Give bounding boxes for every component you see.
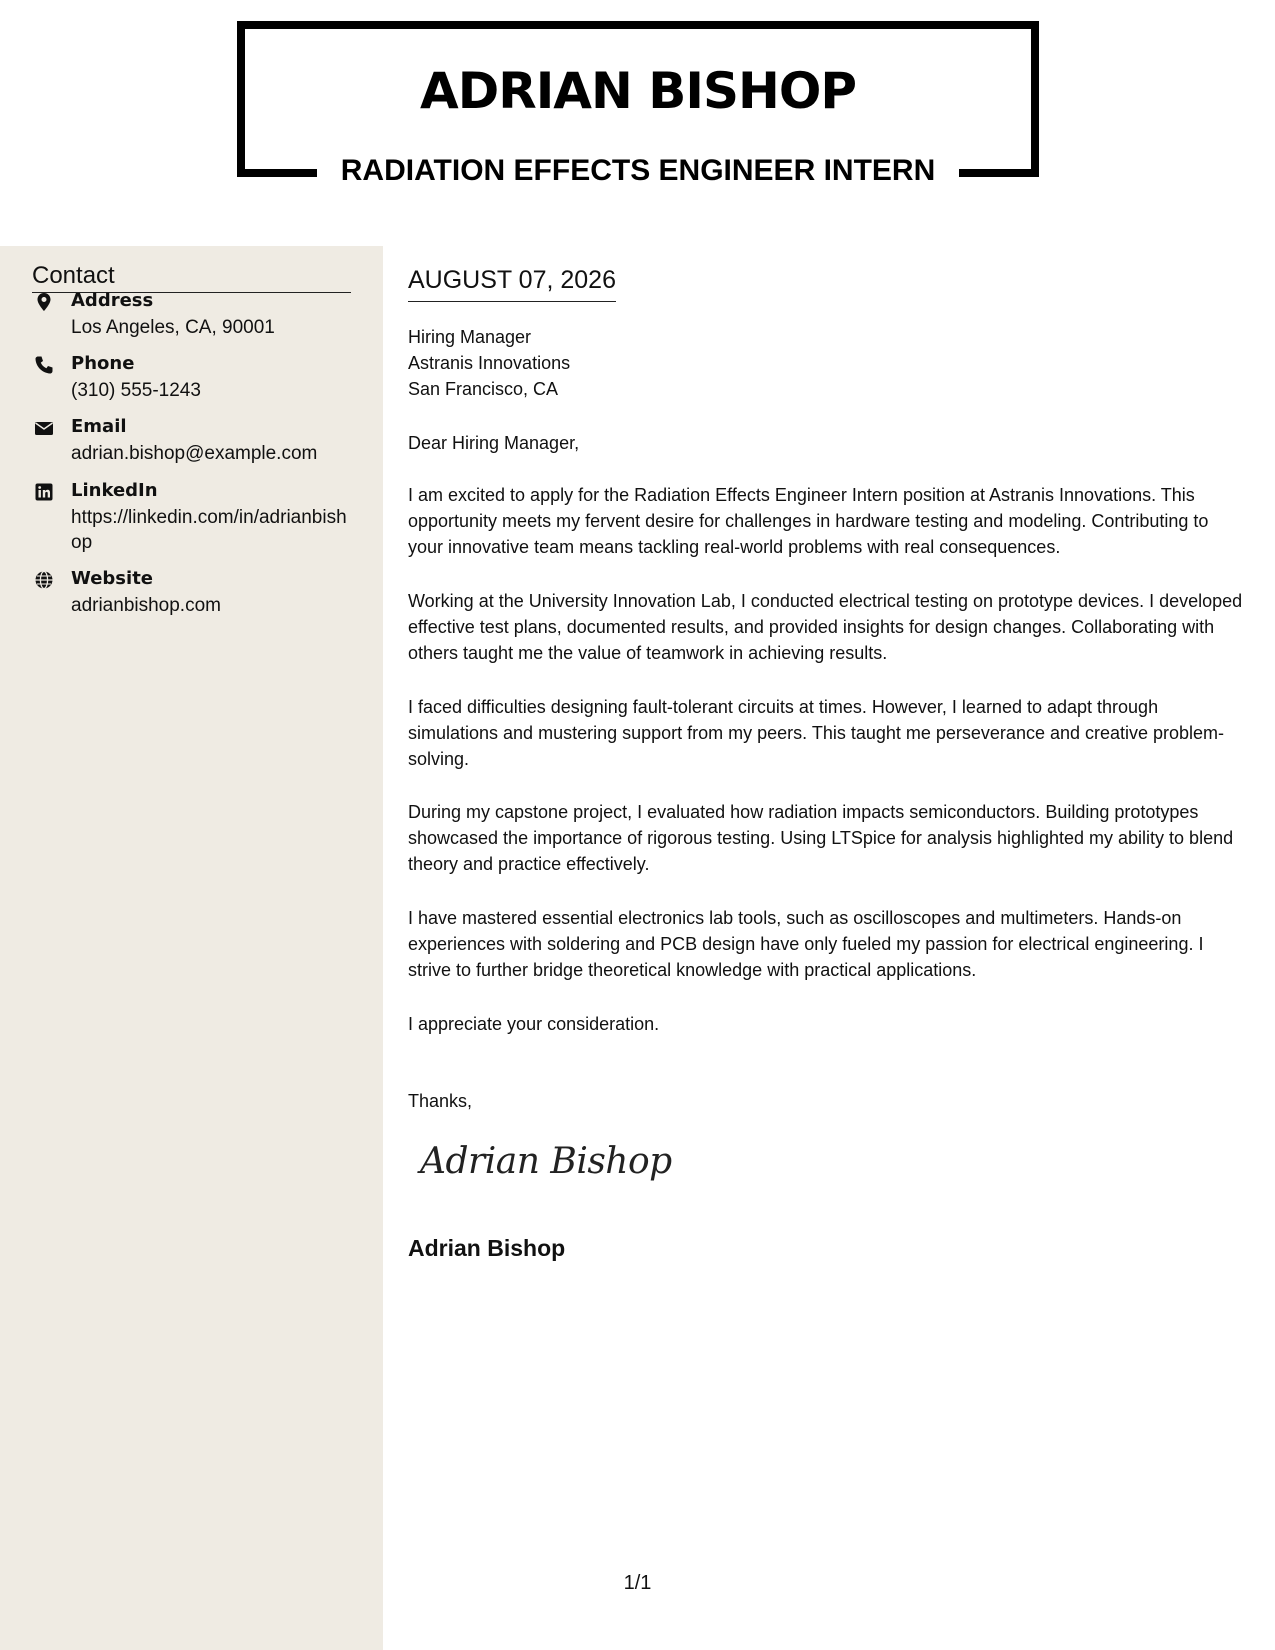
website-label: Website [71,568,154,589]
signer-name: Adrian Bishop [408,1235,566,1261]
letter-date: AUGUST 07, 2026 [408,266,616,302]
address-label: Address [71,290,154,311]
job-title: RADIATION EFFECTS ENGINEER INTERN [340,154,936,187]
signature: Adrian Bishop [420,1141,672,1182]
recipient-name: Hiring Manager [408,327,532,347]
paragraph: During my capstone project, I evaluated how radiation impacts semiconductors. Building prototypes showcased the importance of rigorous testing. Using LTSpice for analysis highlighted my ability to blend theory and practice effectively. [408,802,1234,874]
paragraph: I have mastered essential electronics lab tools, such as oscilloscopes and multimeters. Hands-on experiences with soldering and PCB design have only fueled my passion for electrical engineering. I strive to further bridge theoretical knowledge with practical applications. [408,908,1204,980]
paragraph: I faced difficulties designing fault-tolerant circuits at times. However, I learned to adapt through simulations and mustering support from my peers. This taught me perseverance and creative problem-solving. [408,697,1225,769]
email-label: Email [71,416,127,437]
linkedin-value[interactable]: https://linkedin.com/in/adrianbishop [71,507,347,553]
paragraph: I appreciate your consideration. [408,1014,660,1034]
header [0,0,1275,246]
linkedin-label: LinkedIn [71,480,158,501]
salutation: Dear Hiring Manager, [408,433,580,453]
envelope-icon [34,418,54,438]
phone-icon [34,355,54,375]
paragraph: Working at the University Innovation Lab, I conducted electrical testing on prototype devices. I developed effective test plans, documented results, and provided insights for design changes. Collaborating with others taught me the value of teamwork in achieving results. [408,591,1243,663]
email-value[interactable]: adrian.bishop@example.com [71,443,318,464]
map-pin-icon [34,292,54,312]
phone-value[interactable]: (310) 555-1243 [71,380,201,401]
closing: Thanks, [408,1091,473,1111]
linkedin-icon [34,482,54,502]
phone-label: Phone [71,353,135,374]
globe-icon [34,570,54,590]
recipient-company: Astranis Innovations [408,353,571,373]
website-value[interactable]: adrianbishop.com [71,595,221,616]
paragraph: I am excited to apply for the Radiation Effects Engineer Intern position at Astranis Innovations. This opportunity meets my fervent desire for challenges in hardware testing and modeling. Contributing to your innovative team means tackling real-world problems with real consequences. [408,485,1209,557]
recipient-location: San Francisco, CA [408,379,559,399]
sidebar [0,246,383,1650]
address-value: Los Angeles, CA, 90001 [71,317,275,338]
candidate-name: ADRIAN BISHOP [420,62,856,120]
contact-heading: Contact [32,262,351,293]
recipient-block [408,324,570,402]
page-number: 1/1 [623,1572,652,1594]
